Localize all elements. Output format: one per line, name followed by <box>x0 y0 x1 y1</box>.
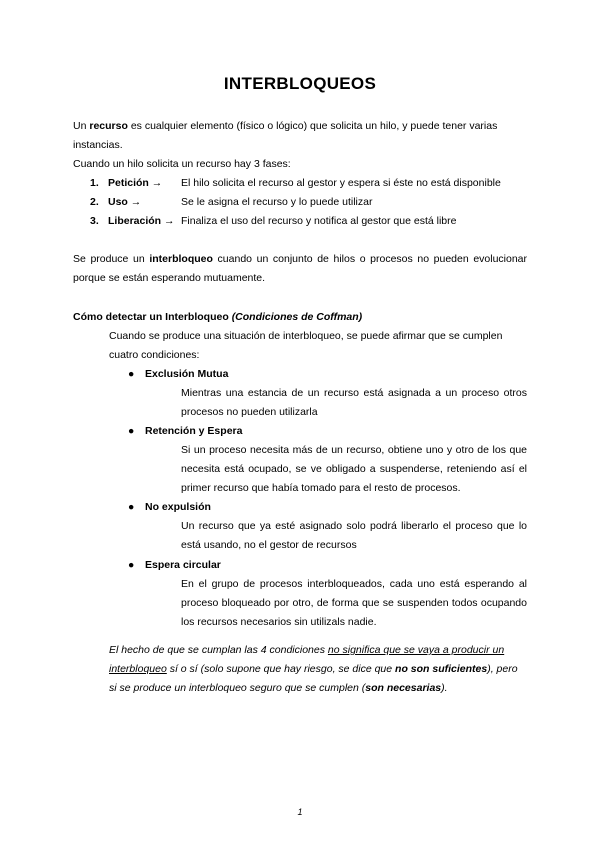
coffman-note: El hecho de que se cumplan las 4 condiciones no significa que se vaya a producir un interbloqueo sí o sí (solo supone que hay riesgo, se dice que no son suficientes), pero si se produce un interbloqueo seguro que se cumplen (son necesarias). <box>109 644 518 694</box>
phase-number: 1. <box>90 177 99 189</box>
section-intro: Cuando se produce una situación de interbloqueo, se puede afirmar que se cumplen cuatro condiciones: <box>109 330 503 361</box>
phase-item <box>90 212 530 231</box>
arrow-icon: → <box>151 177 163 189</box>
page-title: INTERBLOQUEOS <box>223 74 377 93</box>
phase-desc: Se le asigna el recurso y lo puede utilizar <box>181 196 373 208</box>
note-bold-insufficient: no son suficientes <box>395 663 488 675</box>
deadlock-definition: Se produce un interbloqueo cuando un conjunto de hilos o procesos no pueden evolucionar porque se están esperando mutuamente. <box>73 253 528 284</box>
phase-term: Petición → <box>108 177 163 189</box>
page-number: 1 <box>297 807 303 817</box>
bullet-icon: ● <box>128 425 135 437</box>
condition-desc: Si un proceso necesita más de un recurso, obtiene uno y otro de los que necesita está ocupado, se ve obligado a suspenderse, reteniendo así el primer recurso que había tomado para el resto de procesos. <box>181 444 527 494</box>
bullet-icon: ● <box>128 368 135 380</box>
intro-prefix: Un <box>73 120 87 132</box>
bullet-icon: ● <box>128 501 135 513</box>
condition-name: Retención y Espera <box>145 425 243 437</box>
section-heading-italic: (Condiciones de Coffman) <box>231 311 363 323</box>
condition-name: Espera circular <box>145 559 221 571</box>
phase-desc: Finaliza el uso del recurso y notifica al gestor que está libre <box>181 215 457 227</box>
intro-bold-term: recurso <box>89 120 128 132</box>
note-underlined: no significa que se vaya a producir un interbloqueo <box>109 644 505 675</box>
arrow-icon: → <box>164 215 175 227</box>
condition-name: Exclusión Mutua <box>145 368 229 380</box>
condition-desc: En el grupo de procesos interbloqueados, cada uno está esperando al proceso bloqueado por otro, de forma que se suspenden todos ocupando los recursos necesarios sin utilizals nadie. <box>181 578 527 628</box>
deadlock-bold-term: interbloqueo <box>149 253 213 265</box>
phases-intro: Cuando un hilo solicita un recurso hay 3 fases: <box>73 158 291 170</box>
phase-item <box>90 174 530 193</box>
phase-number: 2. <box>90 196 99 208</box>
intro-paragraph <box>73 117 527 155</box>
note-bold-necessary: son necesarias <box>365 682 442 694</box>
intro-rest: es cualquier elemento (físico o lógico) que solicita un hilo, y puede tener varias instancias. <box>73 120 498 151</box>
phase-term: Uso → <box>108 196 142 208</box>
section-heading: Cómo detectar un Interbloqueo (Condiciones de Coffman) <box>73 311 363 323</box>
phase-term: Liberación → <box>108 215 175 227</box>
phase-desc: El hilo solicita el recurso al gestor y espera si éste no está disponible <box>181 177 501 189</box>
condition-desc: Un recurso que ya esté asignado solo podrá liberarlo el proceso que lo está usando, no el gestor de recursos <box>181 520 527 551</box>
condition-name: No expulsión <box>145 501 211 513</box>
arrow-icon: → <box>130 196 142 208</box>
phase-item <box>90 193 530 212</box>
phase-number: 3. <box>90 215 99 227</box>
bullet-icon: ● <box>128 559 135 571</box>
condition-desc: Mientras una estancia de un recurso está asignada a un proceso otros procesos no pueden utilizarla <box>181 387 527 418</box>
